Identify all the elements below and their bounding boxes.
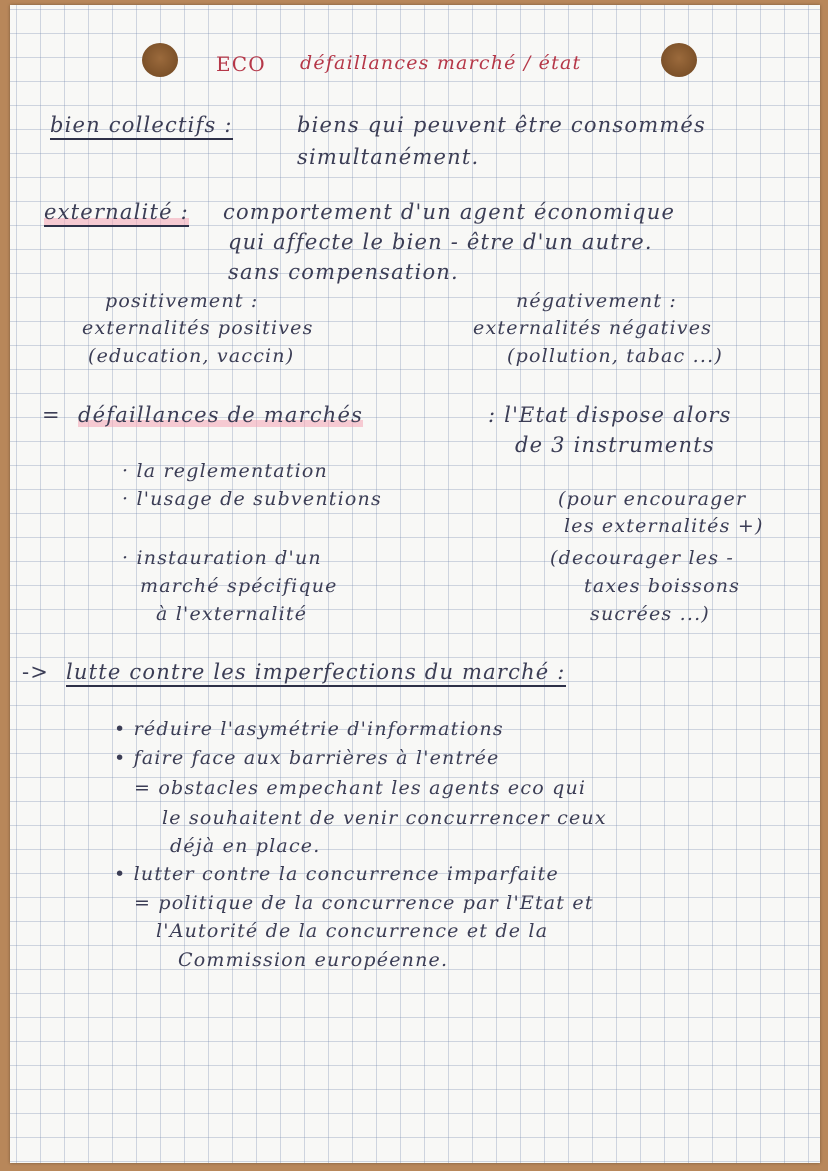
lutte-line: • lutter contre la concurrence imparfaite [114, 863, 559, 885]
term-defaillances: défaillances de marchés [78, 403, 364, 427]
def-externalite-line2: qui affecte le bien - être d'un autre. [228, 230, 653, 254]
lutte-line: déjà en place. [170, 835, 321, 857]
lutte-line: le souhaitent de venir concurrencer ceux [162, 807, 607, 829]
instrument-item: · la reglementation [122, 460, 328, 482]
positive-label: positivement : [105, 290, 259, 312]
lutte-line: • faire face aux barrières à l'entrée [114, 747, 500, 769]
term-externalite: externalité : [44, 200, 189, 227]
punch-hole-right [661, 43, 697, 77]
notebook-page [10, 5, 820, 1163]
lutte-line: • réduire l'asymétrie d'informations [114, 718, 504, 740]
page-title-subject: ECO [216, 52, 266, 76]
instrument-note: sucrées ...) [590, 603, 710, 625]
instrument-item-cont: à l'externalité [156, 603, 308, 625]
instrument-note: (pour encourager [558, 488, 747, 510]
instrument-item: · l'usage de subventions [122, 488, 382, 510]
punch-hole-left [142, 43, 178, 77]
section-title-lutte: lutte contre les imperfections du marché : [66, 660, 566, 687]
positive-name: externalités positives [82, 317, 314, 339]
lutte-line: l'Autorité de la concurrence et de la [156, 920, 549, 942]
instrument-note: taxes boissons [584, 575, 741, 597]
instrument-item-cont: marché spécifique [140, 575, 338, 597]
def-defaillances-line2: de 3 instruments [515, 433, 715, 457]
instrument-item: · instauration d'un [122, 547, 322, 569]
def-biens-collectifs-line2: simultanément. [297, 145, 480, 169]
term-biens-collectifs: bien collectifs : [50, 113, 233, 140]
arrow-marker: -> [22, 660, 50, 684]
instrument-note: (decourager les - [550, 547, 735, 569]
negative-name: externalités négatives [473, 317, 713, 339]
equals-sign: = [42, 403, 61, 427]
lutte-line: Commission européenne. [178, 949, 449, 971]
negative-label: négativement : [516, 290, 678, 312]
def-defaillances-line1: : l'Etat dispose alors [488, 403, 732, 427]
def-externalite-line3: sans compensation. [228, 260, 459, 284]
def-externalite-line1: comportement d'un agent économique [223, 200, 676, 224]
def-biens-collectifs-line1: biens qui peuvent être consommés [297, 113, 707, 137]
instrument-note: les externalités +) [564, 515, 764, 537]
lutte-line: = obstacles empechant les agents eco qui [134, 777, 587, 799]
lutte-line: = politique de la concurrence par l'Etat et [134, 892, 594, 914]
positive-examples: (education, vaccin) [88, 345, 295, 367]
negative-examples: (pollution, tabac ...) [507, 345, 723, 367]
page-title-topic: défaillances marché / état [300, 52, 582, 74]
